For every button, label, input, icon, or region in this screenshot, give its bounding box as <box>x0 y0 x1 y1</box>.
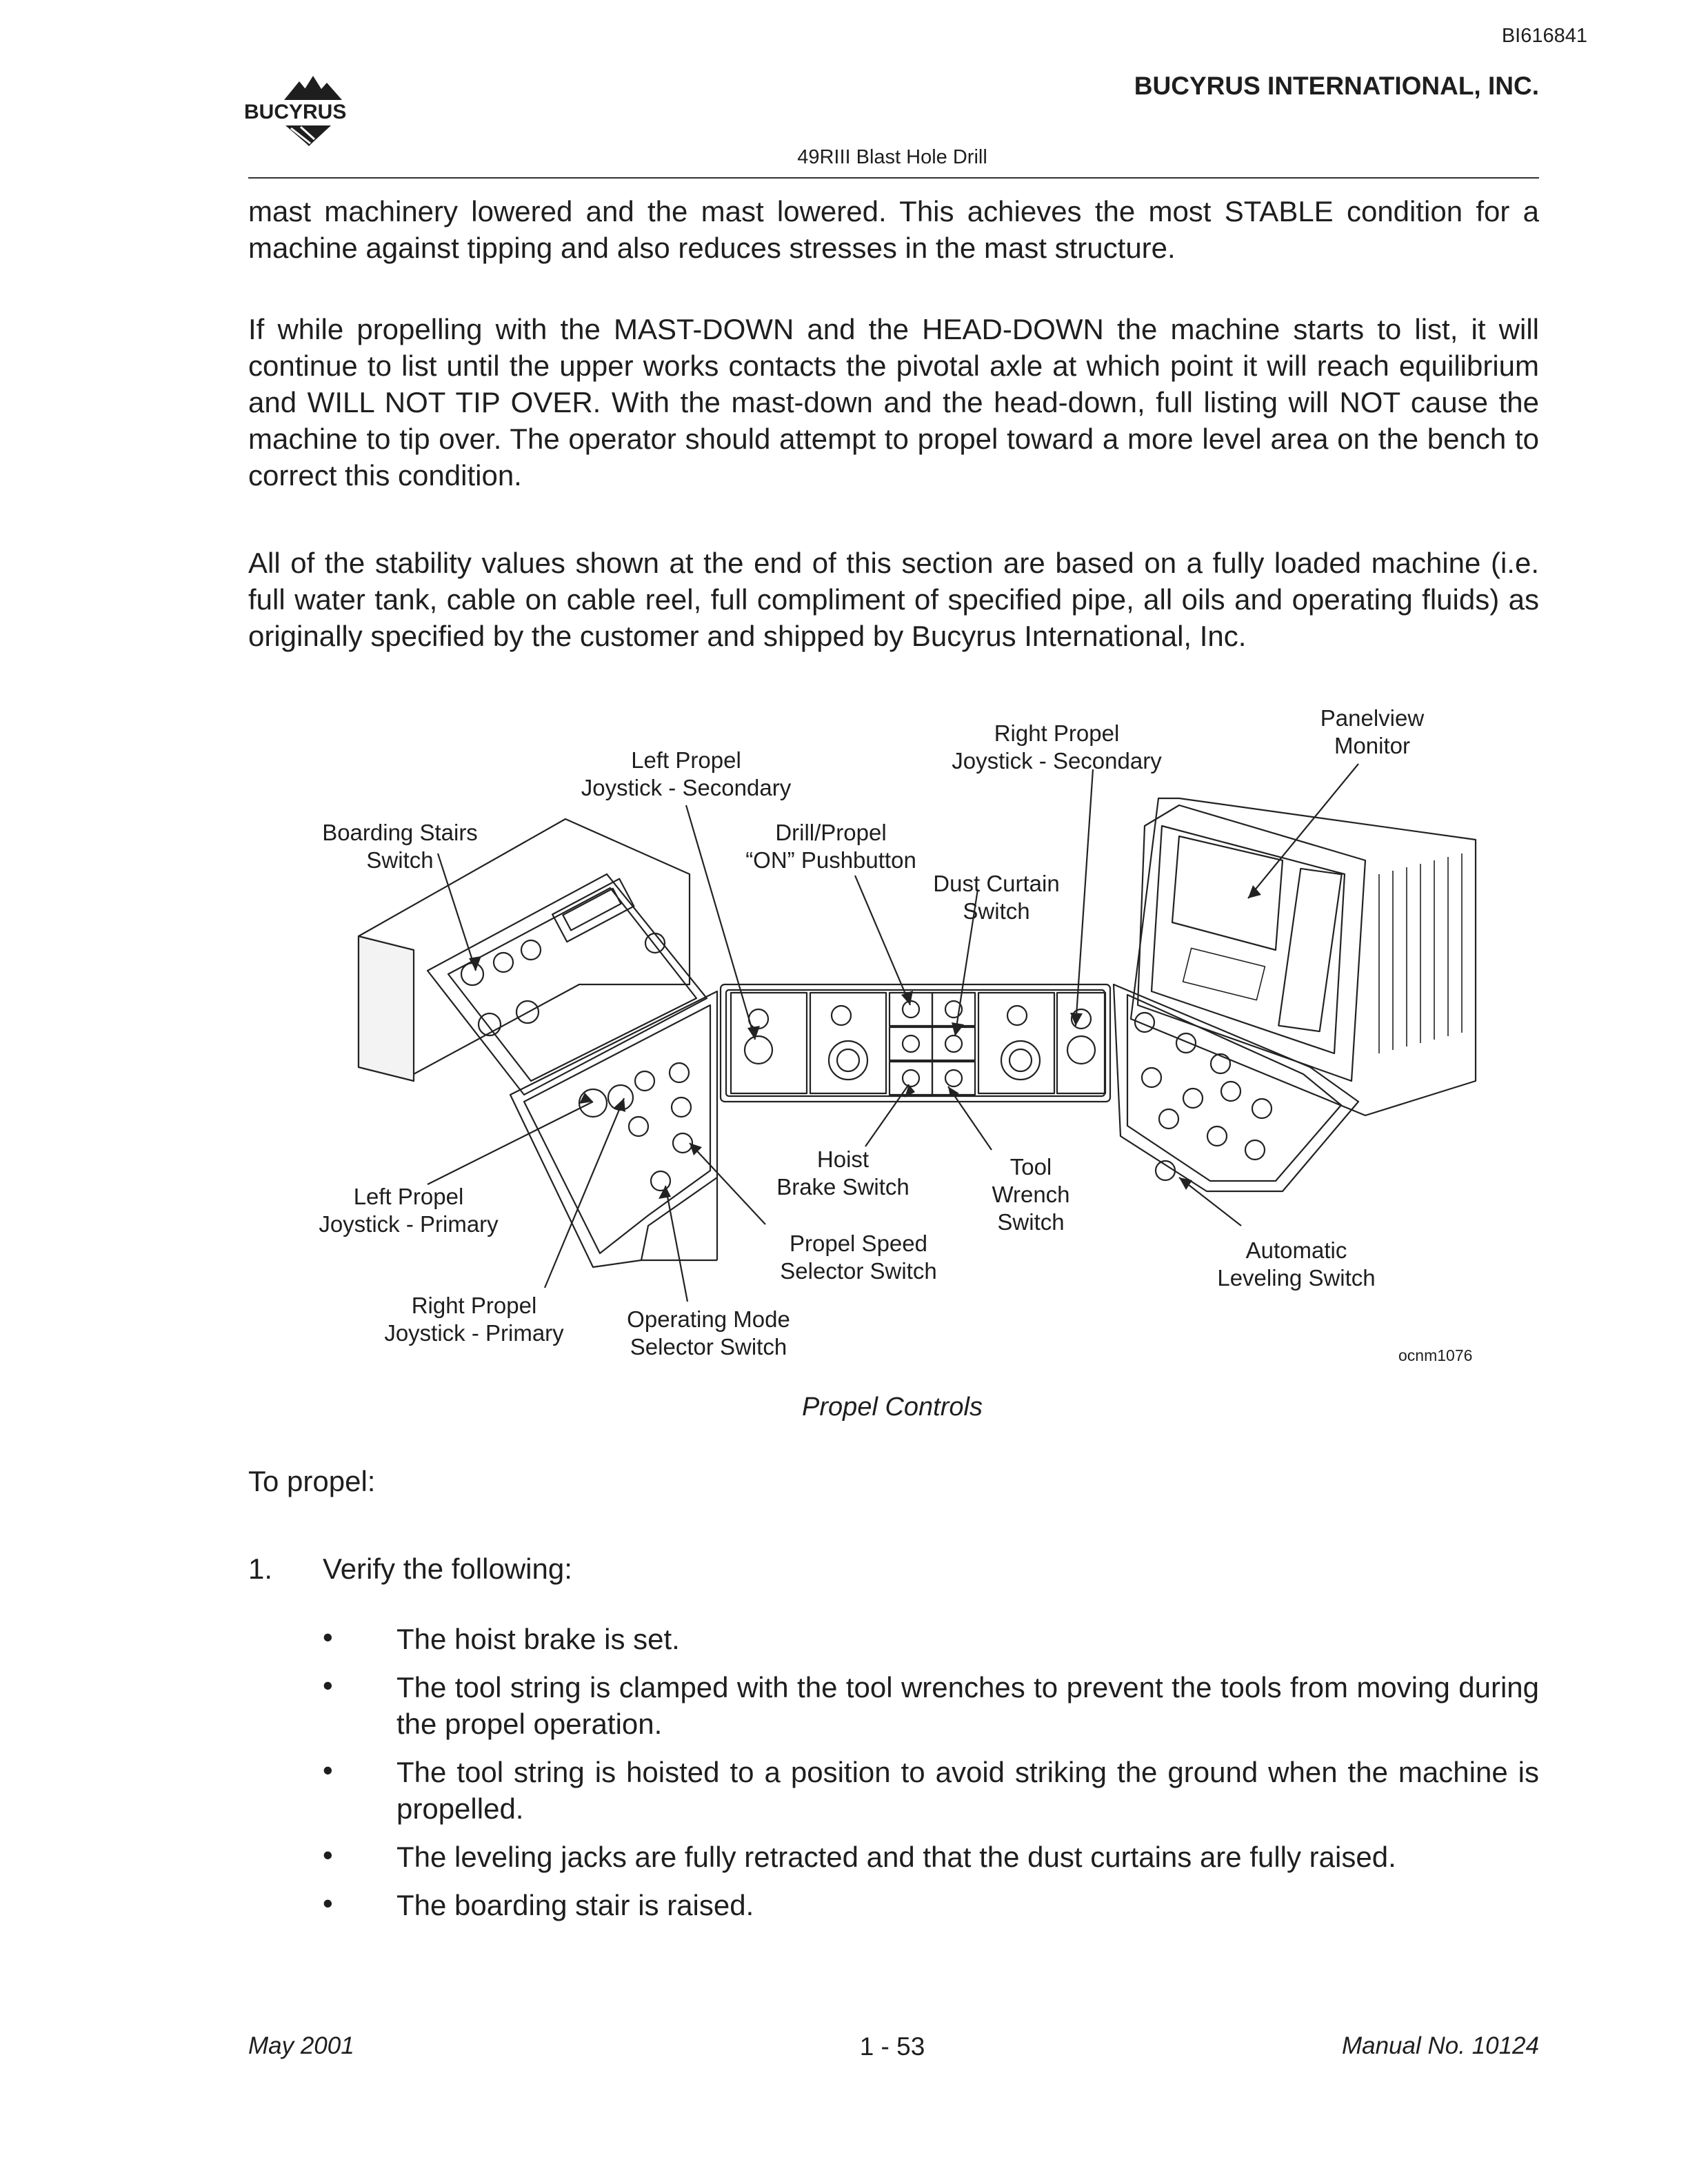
right-console <box>1114 798 1476 1191</box>
footer-manual-number: Manual No. 10124 <box>1341 2032 1539 2059</box>
label-propel-speed-selector-switch: Propel Speed Selector Switch <box>780 1231 937 1284</box>
bullet-item: The tool string is clamped with the tool wrenches to prevent the tools from moving during the propel operation. <box>396 1671 1539 1740</box>
label-right-propel-primary: Right Propel Joystick - Primary <box>384 1293 564 1346</box>
paragraph-1: mast machinery lowered and the mast lowered. This achieves the most STABLE condition for a machine against tipping and also reduces stresses in the mast structure. <box>248 195 1539 264</box>
header-rule <box>248 177 1539 179</box>
step-text: Verify the following: <box>323 1553 572 1585</box>
label-hoist-brake-switch: Hoist Brake Switch <box>776 1146 910 1200</box>
bullet-item: The leveling jacks are fully retracted and that the dust curtains are fully raised. <box>396 1841 1396 1873</box>
bullet-marker: • <box>323 1669 333 1701</box>
bullet-item: The hoist brake is set. <box>396 1623 680 1655</box>
label-dust-curtain-switch: Dust Curtain Switch <box>933 871 1060 924</box>
bullet-marker: • <box>323 1621 333 1653</box>
label-left-propel-secondary: Left Propel Joystick - Secondary <box>581 747 792 800</box>
label-right-propel-secondary: Right Propel Joystick - Secondary <box>952 720 1162 774</box>
label-panelview-monitor: Panelview Monitor <box>1320 705 1425 758</box>
label-operating-mode-selector-switch: Operating Mode Selector Switch <box>627 1306 790 1359</box>
bullet-marker: • <box>323 1839 333 1871</box>
label-automatic-leveling-switch: Automatic Leveling Switch <box>1217 1237 1376 1291</box>
footer-page-number: 1 - 53 <box>859 2032 925 2061</box>
svg-text:BUCYRUS: BUCYRUS <box>244 101 347 123</box>
center-panel <box>721 984 1110 1102</box>
bullet-item: The tool string is hoisted to a position to avoid striking the ground when the machine is propelled. <box>396 1756 1539 1825</box>
label-tool-wrench-switch: Tool Wrench Switch <box>992 1154 1070 1235</box>
figure-caption: Propel Controls <box>802 1393 983 1422</box>
figure-id: ocnm1076 <box>1398 1346 1473 1364</box>
document-id: BI616841 <box>1501 25 1587 47</box>
bullet-item: The boarding stair is raised. <box>396 1889 754 1921</box>
bucyrus-logo <box>243 69 374 152</box>
procedure-lead: To propel: <box>248 1465 376 1497</box>
company-name: BUCYRUS INTERNATIONAL, INC. <box>1134 72 1539 100</box>
paragraph-3: All of the stability values shown at the end of this section are based on a fully loaded machine (i.e. full water tank, cable on cable reel, full compliment of specified pipe, all oils and operating fluids) as originally specified by the customer and shipped by Bucyrus International, Inc. <box>248 547 1539 652</box>
label-drill-propel-pushbutton: Drill/Propel “ON” Pushbutton <box>745 820 916 873</box>
paragraph-2: If while propelling with the MAST-DOWN and the HEAD-DOWN the machine starts to list, it will continue to list until the upper works contacts the pivotal axle at which point it will reach equilibrium and WILL NOT TIP OVER. With the mast-down and the head-down, full listing will NOT cause the machine to tip over. The operator should attempt to propel toward a more level area on the bench to correct this condition. <box>248 313 1539 492</box>
footer-date: May 2001 <box>248 2032 354 2059</box>
bullet-marker: • <box>323 1887 333 1919</box>
document-subtitle: 49RIII Blast Hole Drill <box>797 146 987 168</box>
bullet-marker: • <box>323 1754 333 1786</box>
label-boarding-stairs-switch: Boarding Stairs Switch <box>322 820 478 873</box>
label-left-propel-primary: Left Propel Joystick - Primary <box>319 1184 499 1237</box>
step-number: 1. <box>248 1553 273 1585</box>
